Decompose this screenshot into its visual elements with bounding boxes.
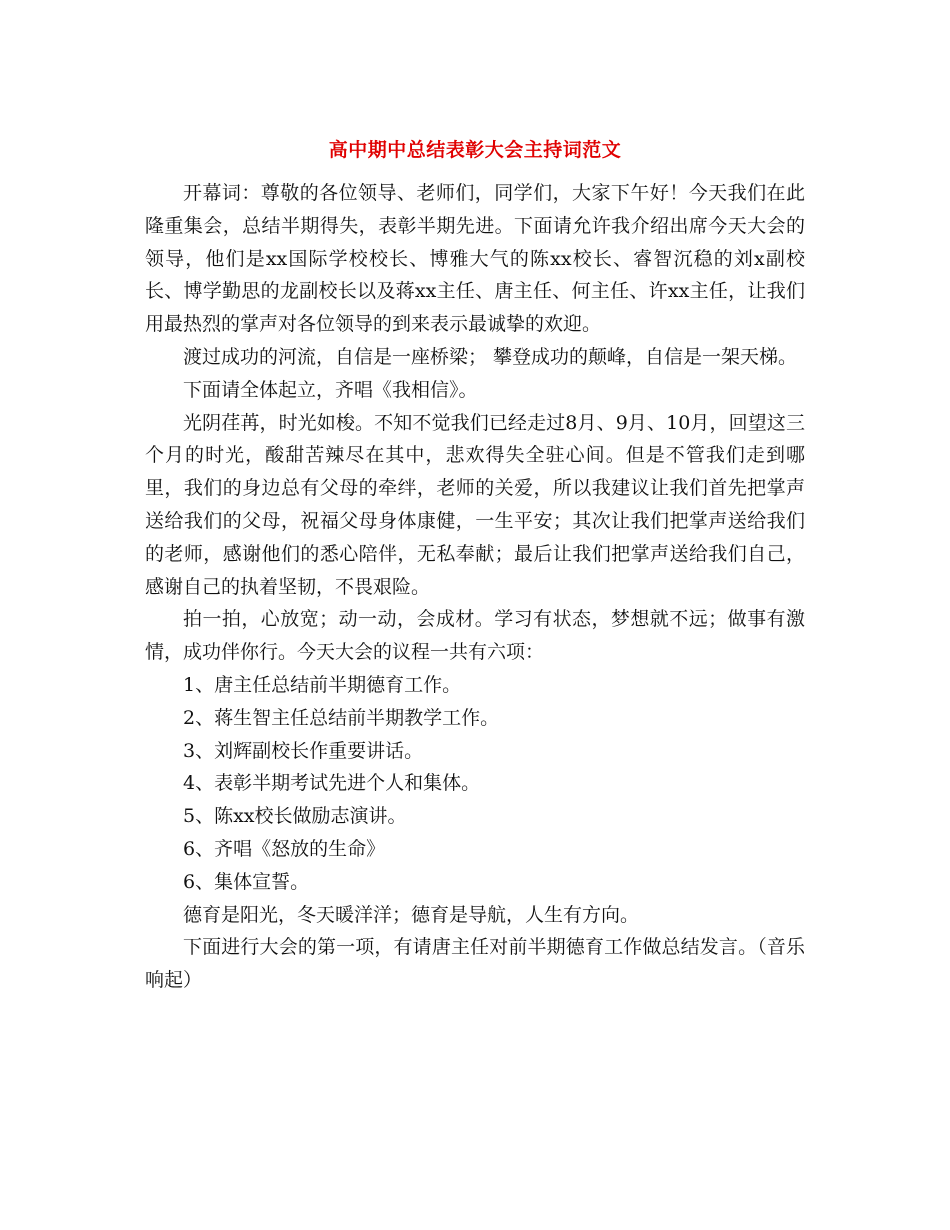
agenda-item-6: 6、齐唱《怒放的生命》 (183, 837, 386, 860)
paragraph-agenda-intro: 拍一拍，心放宽；动一动，会成材。学习有状态，梦想就不远；做事有激情，成功伴你行。今天大会的议程一共有六项： (145, 608, 805, 664)
agenda-item-4: 4、表彰半期考试先进个人和集体。 (183, 772, 481, 795)
agenda-item-1: 1、唐主任总结前半期德育工作。 (183, 673, 462, 696)
paragraph-sing: 下面请全体起立，齐唱《我相信》。 (183, 378, 478, 401)
paragraph-opening: 开幕词：尊敬的各位领导、老师们，同学们，大家下午好！今天我们在此隆重集会，总结半期得失，表彰半期先进。下面请允许我介绍出席今天大会的领导，他们是xx国际学校校长、博雅大气的陈xx校长、睿智沉稳的刘x副校长、博学勤思的龙副校长以及蒋xx主任、唐主任、何主任、许xx主任，让我们用最热烈的掌声对各位领导的到来表示最诚挚的欢迎。 (145, 182, 805, 336)
paragraph-time: 光阴荏苒，时光如梭。不知不觉我们已经走过8月、9月、10月，回望这三个月的时光，酸甜苦辣尽在其中，悲欢得失全驻心间。但是不管我们走到哪里，我们的身边总有父母的牵绊，老师的关爱，所以我建议让我们首先把掌声送给我们的父母，祝福父母身体康健，一生平安；其次让我们把掌声送给我们的老师，感谢他们的悉心陪伴，无私奉献；最后让我们把掌声送给我们自己，感谢自己的执着坚韧，不畏艰险。 (145, 411, 805, 598)
paragraph-first-item: 下面进行大会的第一项，有请唐主任对前半期德育工作做总结发言。（音乐响起） (145, 936, 805, 992)
agenda-item-3: 3、刘辉副校长作重要讲话。 (183, 739, 424, 762)
document-body (145, 177, 805, 997)
agenda-item-7: 6、集体宣誓。 (183, 870, 310, 893)
agenda-item-2: 2、蒋生智主任总结前半期教学工作。 (183, 706, 500, 729)
paragraph-moral: 德育是阳光，冬天暖洋洋；德育是导航，人生有方向。 (183, 903, 640, 926)
agenda-item-5: 5、陈xx校长做励志演讲。 (183, 805, 407, 828)
document-title: 高中期中总结表彰大会主持词范文 (328, 139, 622, 161)
paragraph-confidence: 渡过成功的河流，自信是一座桥梁； 攀登成功的颠峰，自信是一架天梯。 (183, 345, 798, 368)
